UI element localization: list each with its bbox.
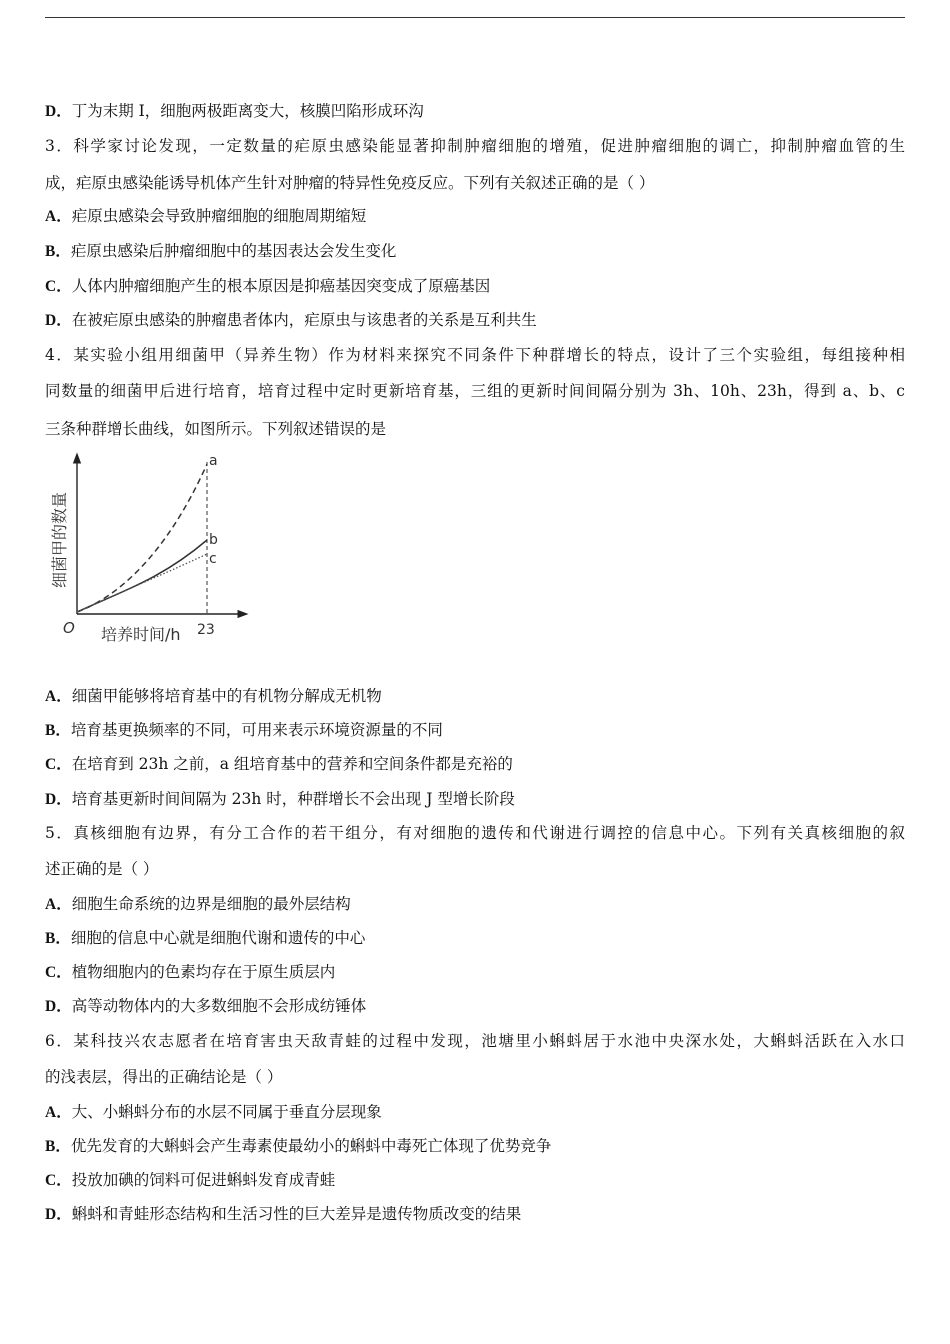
q5-option-d: D．高等动物体内的大多数细胞不会形成纺锤体: [45, 997, 367, 1015]
curve-c: [77, 554, 207, 612]
x-axis-label: 培养时间/h: [101, 625, 181, 644]
q6-stem-line1: 6．某科技兴农志愿者在培育害虫天敌青蛙的过程中发现，池塘里小蝌蚪居于水池中央深水处，大蝌蚪活跃在入水口: [45, 1032, 905, 1050]
q3-option-d: D．在被疟原虫感染的肿瘤患者体内，疟原虫与该患者的关系是互利共生: [45, 311, 537, 329]
series-label-a: a: [209, 453, 218, 469]
q4-stem-line2: 同数量的细菌甲后进行培育，培育过程中定时更新培育基，三组的更新时间间隔分别为 3h、10h、23h，得到 a、b、c: [45, 382, 905, 400]
q6-option-d: D．蝌蚪和青蛙形态结构和生活习性的巨大差异是遗传物质改变的结果: [45, 1205, 522, 1223]
curve-a: [77, 464, 207, 612]
q5-stem-line1: 5．真核细胞有边界，有分工合作的若干组分，有对细胞的遗传和代谢进行调控的信息中心。下列有关真核细胞的叙: [45, 824, 905, 842]
series-label-b: b: [209, 532, 218, 548]
q3-option-b: B．疟原虫感染后肿瘤细胞中的基因表达会发生变化: [45, 242, 397, 260]
q3-stem-line1: 3．科学家讨论发现，一定数量的疟原虫感染能显著抑制肿瘤细胞的增殖，促进肿瘤细胞的调亡，抑制肿瘤血管的生: [45, 137, 905, 155]
q5-option-c: C．植物细胞内的色素均存在于原生质层内: [45, 963, 336, 981]
q4-option-c: C．在培育到 23h 之前，a 组培育基中的营养和空间条件都是充裕的: [45, 755, 513, 773]
x-tick-23: 23: [197, 622, 215, 638]
q4-option-d: D．培育基更新时间间隔为 23h 时，种群增长不会出现 J 型增长阶段: [45, 790, 515, 808]
q6-option-b: B．优先发育的大蝌蚪会产生毒素使最幼小的蝌蚪中毒死亡体现了优势竞争: [45, 1137, 552, 1155]
q5-option-b: B．细胞的信息中心就是细胞代谢和遗传的中心: [45, 929, 366, 947]
origin-label: O: [63, 619, 75, 637]
y-axis-label: 细菌甲的数量: [50, 491, 69, 588]
q6-option-c: C．投放加碘的饲料可促进蝌蚪发育成青蛙: [45, 1171, 336, 1189]
q6-stem-line2: 的浅表层，得出的正确结论是（ ）: [45, 1068, 283, 1086]
q3-option-a: A．疟原虫感染会导致肿瘤细胞的细胞周期缩短: [45, 207, 367, 225]
q4-stem-line3: 三条种群增长曲线，如图所示。下列叙述错误的是: [45, 420, 387, 438]
q6-option-a: A．大、小蝌蚪分布的水层不同属于垂直分层现象: [45, 1103, 382, 1121]
q4-option-a: A．细菌甲能够将培育基中的有机物分解成无机物: [45, 687, 382, 705]
q5-option-a: A．细胞生命系统的边界是细胞的最外层结构: [45, 895, 351, 913]
q3-option-c: C．人体内肿瘤细胞产生的根本原因是抑癌基因突变成了原癌基因: [45, 277, 491, 295]
curve-b: [77, 540, 207, 612]
q2-option-d: D．丁为末期 I，细胞两极距离变大，核膜凹陷形成环沟: [45, 102, 424, 120]
q3-stem-line2: 成，疟原虫感染能诱导机体产生针对肿瘤的特异性免疫反应。下列有关叙述正确的是（ ）: [45, 174, 655, 192]
q4-option-b: B．培育基更换频率的不同，可用来表示环境资源量的不同: [45, 721, 443, 739]
q4-stem-line1: 4．某实验小组用细菌甲（异养生物）作为材料来探究不同条件下种群增长的特点，设计了三个实验组，每组接种相: [45, 346, 905, 364]
header-rule: [45, 17, 905, 18]
q5-stem-line2: 述正确的是（ ）: [45, 860, 159, 878]
series-label-c: c: [209, 551, 217, 567]
growth-curve-figure: [45, 448, 255, 653]
